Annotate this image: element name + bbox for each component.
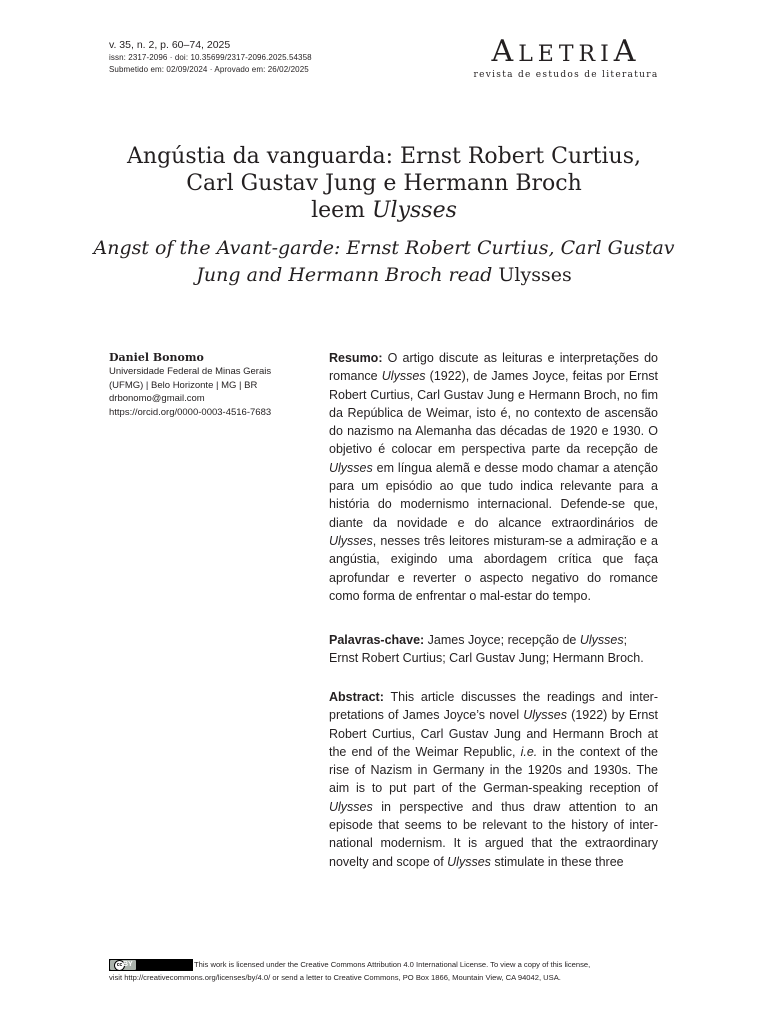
author-name: Daniel Bonomo: [109, 351, 204, 364]
author-block: [109, 350, 309, 419]
journal-logo: [472, 36, 660, 81]
author-orcid-link[interactable]: https://orcid.org/0000-0003-4516-7683: [109, 406, 272, 418]
license-text-line1: This work is licensed under the Creative Commons Attribution 4.0 International License. To view a copy of this license,: [194, 960, 591, 969]
logo-wordmark: ALETRIA: [491, 34, 641, 69]
resumo-paragraph: Resumo: O artigo discute as leituras e interpretações do romance Ulysses (1922), de James Joyce, feitas por Ernst Robert Curtius, Carl Gustav Jung e Hermann Broch, no fim da República de Weimar, isto é, no contexto de ascensão do nazismo na Alemanha das décadas de 1920 e 1930. O objetivo é colocar em perspectiva parte da recepção de Ulysses em língua alemã e desse modo chamar a atenção para um episódio ao que tudo indica relevante para a história do modernismo internacional. Defende-se que, diante da novidade e do alcance extraordinários de Ulysses, nesses três leitores misturam-se a admiração e a angústia, exigindo uma abordagem crítica que faça aprofundar e reverter o aspecto negativo do romance como forma de enfrentar o mal-estar do tempo.: [329, 351, 658, 603]
author-email[interactable]: drbonomo@gmail.com: [109, 393, 205, 404]
abstract-label: Abstract:: [329, 690, 384, 704]
keywords-label: Palavras-chave:: [329, 633, 425, 647]
logo-subtitle: revista de estudos de literatura: [473, 70, 659, 80]
cc-by-badge[interactable]: cc BY: [109, 959, 193, 971]
license-footer: [109, 958, 669, 984]
journal-metadata: [109, 38, 312, 76]
issn-doi: issn: 2317-2096 · doi: 10.35699/2317-2096.2025.54358: [109, 53, 312, 62]
submission-dates: Submetido em: 02/09/2024 · Aprovado em: 26/02/2025: [109, 65, 309, 74]
abstract-paragraph: Abstract: This article discusses the readings and interpretations of James Joyce’s novel Ulysses (1922) by Ernst Robert Curtius, Carl Gustav Jung and Hermann Broch at the end of the Weimar Republic, i.e. in the context of the rise of Nazism in Germany in the 1920s and 1930s. The aim is to put part of the German-speaking reception of Ulysses in perspective and thus draw attention to an episode that seems to be relevant to the history of international modernism. It is argued that the extraordinary novelty and scope of Ulysses stimulate in these three: [329, 690, 659, 869]
article-title-en: Angst of the Avant-garde: Ernst Robert Curtius, Carl Gustav Jung and Hermann Broch read Ulysses: [93, 237, 675, 286]
keywords-paragraph: Palavras-chave: James Joyce; recepção de Ulysses; Ernst Robert Curtius; Carl Gustav Jung; Hermann Broch.: [329, 633, 644, 666]
resumo-label: Resumo:: [329, 351, 383, 365]
author-location: (UFMG) | Belo Horizonte | MG | BR: [109, 379, 258, 391]
license-text-line2: visit http://creativecommons.org/licenses/by/4.0/ or send a letter to Creative Commons, PO Box 1866, Mountain View, CA 94042, USA.: [109, 973, 561, 982]
volume-info: v. 35, n. 2, p. 60–74, 2025: [109, 39, 231, 51]
cc-logo-icon: cc: [114, 960, 125, 971]
author-affiliation: Universidade Federal de Minas Gerais: [109, 366, 272, 377]
article-title-pt: Angústia da vanguarda: Ernst Robert Curtius, Carl Gustav Jung e Hermann Broch leem Ulysses: [127, 144, 641, 223]
